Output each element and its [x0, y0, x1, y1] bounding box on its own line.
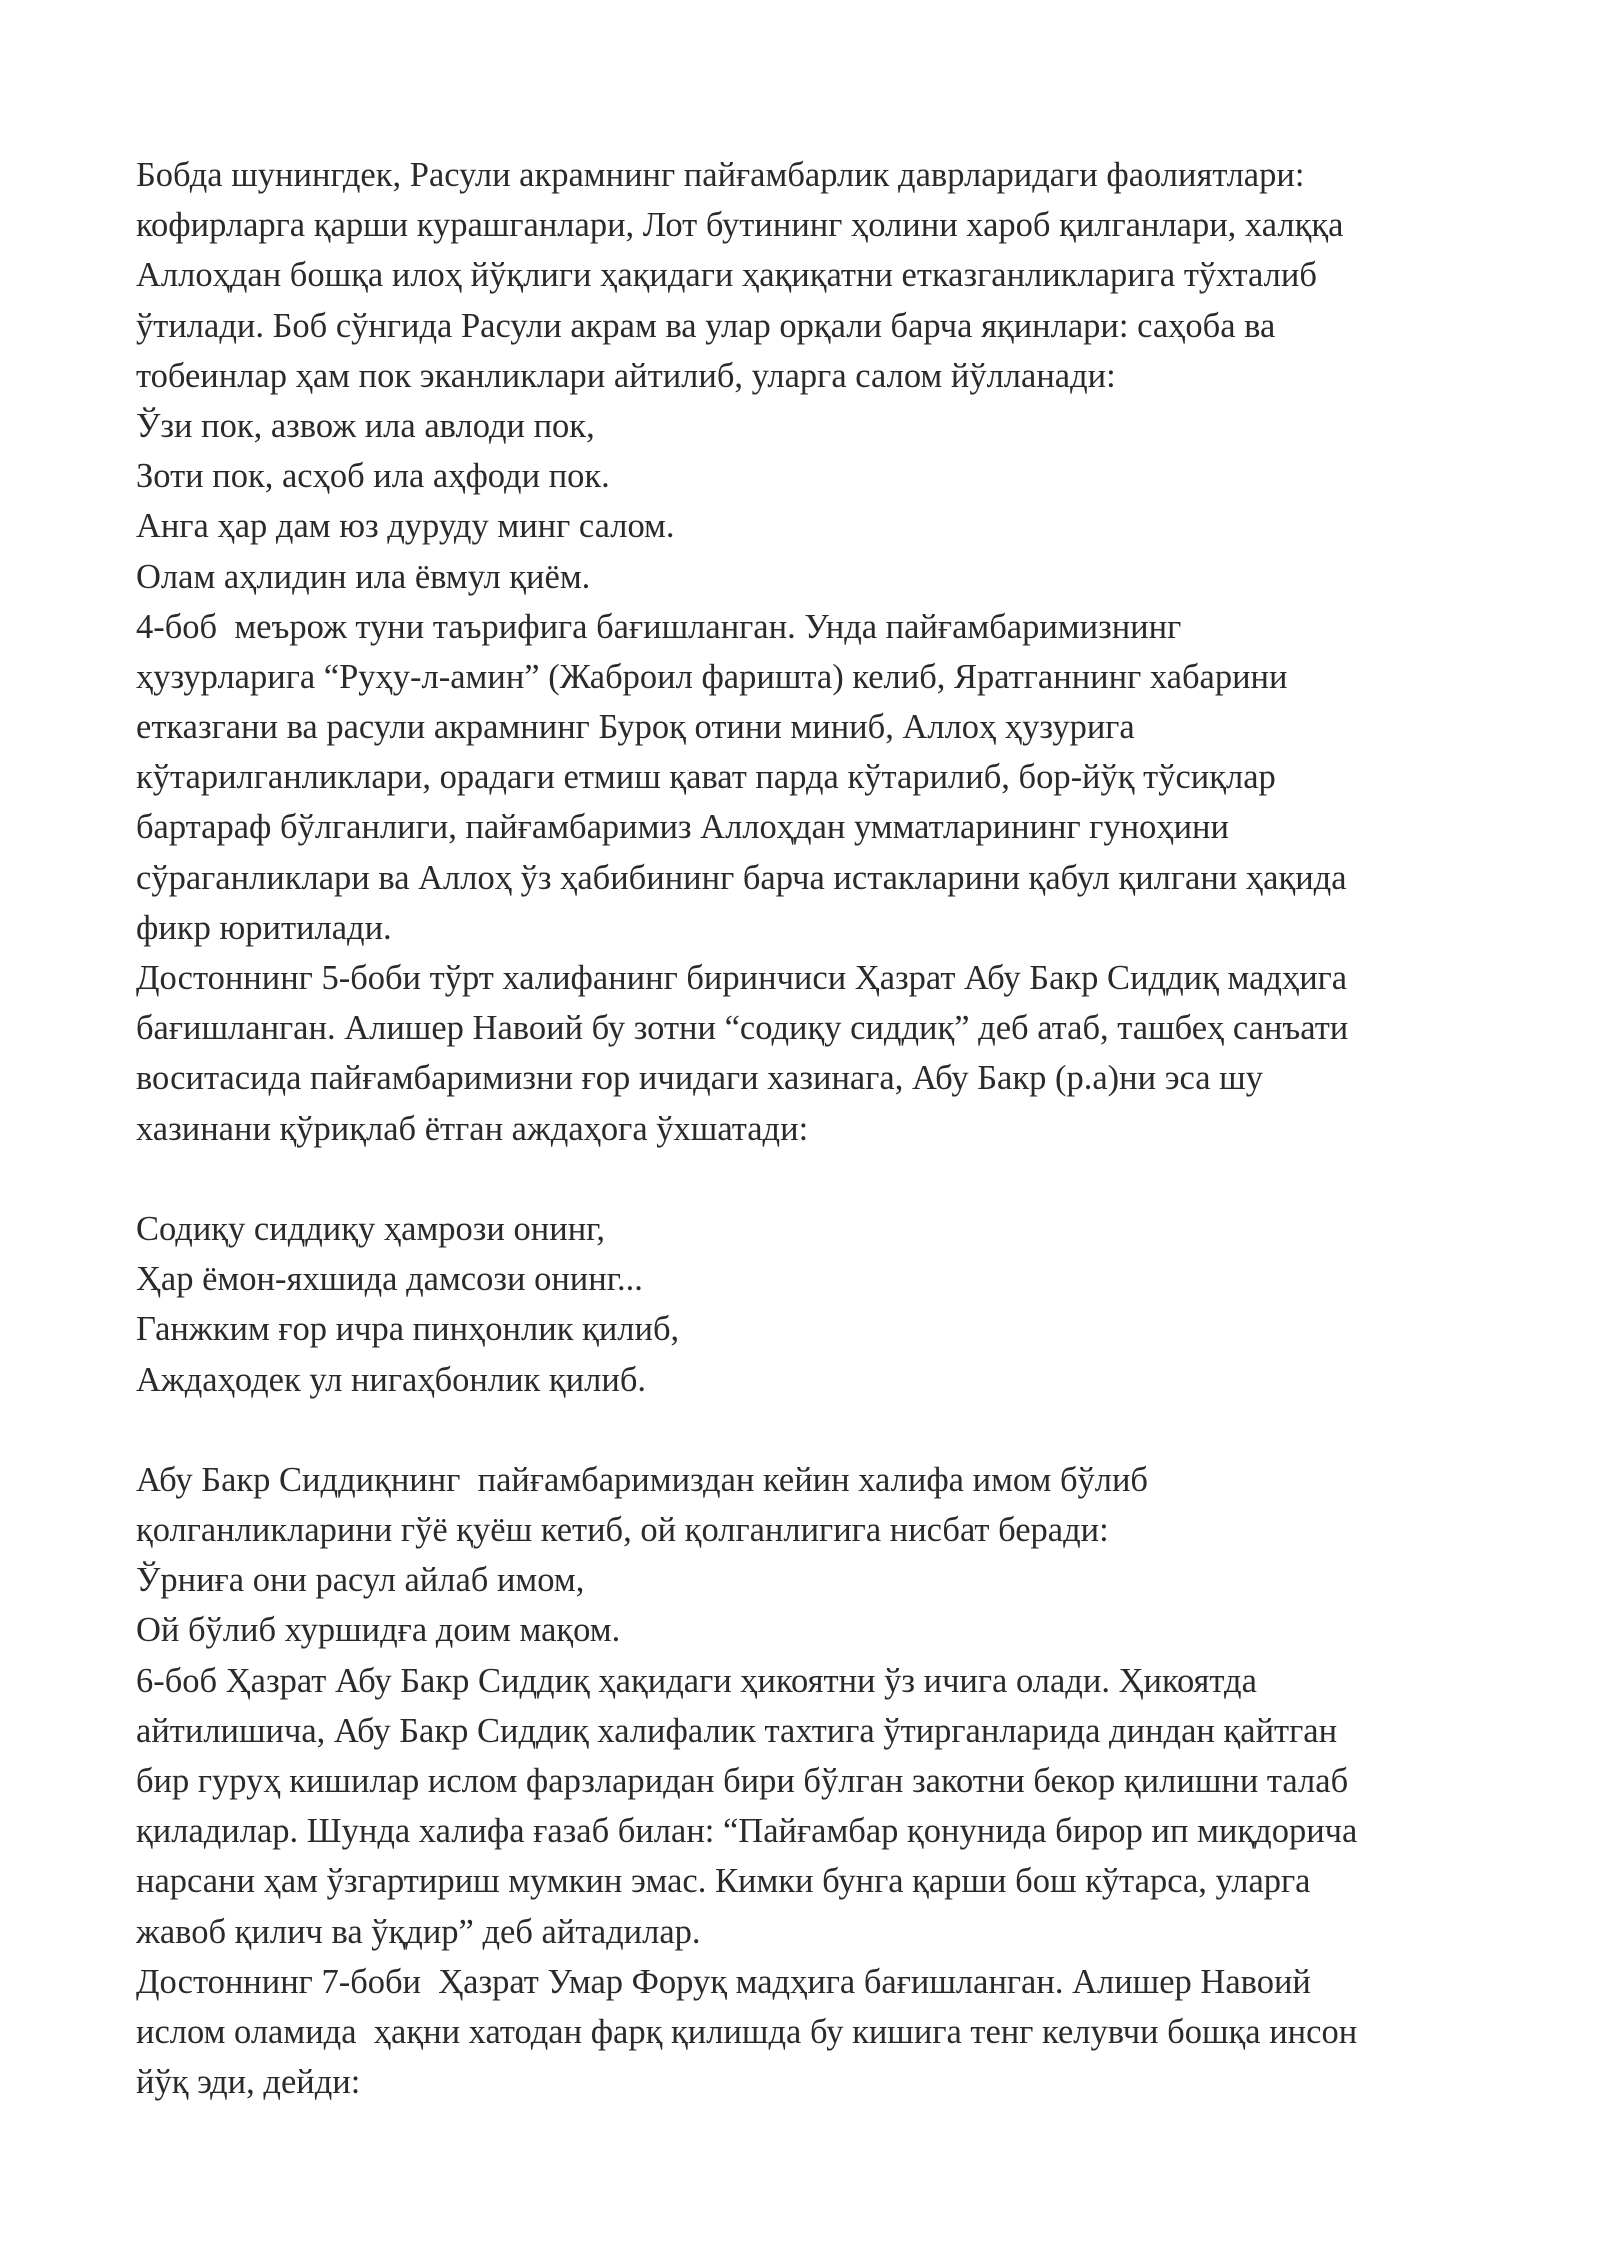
document-body — [136, 150, 1496, 2107]
text-line: фикр юритилади. — [136, 908, 392, 947]
text-line: кофирларга қарши курашганлари, Лот бутининг ҳолини хароб қилганлари, халққа — [136, 206, 1344, 245]
text-line: 6-боб Ҳазрат Абу Бакр Сиддиқ ҳақидаги ҳикоятни ўз ичига олади. Ҳикоятда — [136, 1661, 1257, 1700]
text-line: бағишланган. Алишер Навоий бу зотни “содиқу сиддиқ” деб атаб, ташбеҳ санъати — [136, 1009, 1349, 1048]
text-line: сўраганликлари ва Аллоҳ ўз ҳабибининг барча истакларини қабул қилгани ҳақида — [136, 858, 1347, 897]
text-line: Бобда шунингдек, Расули акрамнинг пайғамбарлик даврларидаги фаолиятлари: — [136, 156, 1305, 194]
text-line: қолганликларини гўё қуёш кетиб, ой қолганлигига нисбат беради: — [136, 1511, 1109, 1550]
text-line: Ўзи пок, азвож ила авлоди пок, — [136, 406, 595, 445]
text-line: бир гуруҳ кишилар ислом фарзларидан бири бўлган закотни бекор қилишни талаб — [136, 1762, 1349, 1800]
text-line: хазинани қўриқлаб ётган аждаҳога ўхшатади: — [136, 1109, 809, 1148]
text-line: Достоннинг 7-боби Ҳазрат Умар Форуқ мадҳига бағишланган. Алишер Навоий — [136, 1962, 1311, 2001]
text-line: айтилишича, Абу Бакр Сиддиқ халифалик тахтига ўтирганларида диндан қайтган — [136, 1711, 1338, 1750]
text-line: ҳузурларига “Руҳу-л-амин” (Жаброил фаришта) келиб, Яратганнинг хабарини — [136, 657, 1288, 696]
text-line: 4-боб меърож туни таърифига бағишланган. Унда пайғамбаримизнинг — [136, 607, 1182, 646]
text-line: Анга ҳар дам юз дуруду минг салом. — [136, 507, 675, 546]
text-line: Аждаҳодек ул нигаҳбонлик қилиб. — [136, 1360, 647, 1399]
text-line: етказгани ва расули акрамнинг Буроқ отини миниб, Аллоҳ ҳузурига — [136, 708, 1135, 747]
text-line: кўтарилганликлари, орадаги етмиш қават парда кўтарилиб, бор-йўқ тўсиқлар — [136, 758, 1276, 797]
text-line: бартараф бўлганлиги, пайғамбаримиз Аллоҳдан умматларининг гуноҳини — [136, 808, 1229, 847]
text-line: ўтилади. Боб сўнгида Расули акрам ва улар орқали барча яқинлари: саҳоба ва — [136, 306, 1276, 345]
text-line: йўқ эди, дейди: — [136, 2063, 361, 2102]
text-line: Содиқу сиддиқу ҳамрози онинг, — [136, 1209, 606, 1248]
text-line: Абу Бакр Сиддиқнинг пайғамбаримиздан кейин халифа имом бўлиб — [136, 1460, 1148, 1499]
text-line: Олам аҳлидин ила ёвмул қиём. — [136, 557, 591, 596]
blank-line — [136, 1154, 1496, 1204]
blank-line — [136, 1405, 1496, 1455]
text-line: Ой бўлиб хуршидға доим мақом. — [136, 1611, 621, 1650]
text-line: Достоннинг 5-боби тўрт халифанинг биринчиси Ҳазрат Абу Бакр Сиддиқ мадҳига — [136, 959, 1348, 997]
text-line: ислом оламида ҳақни хатодан фарқ қилишда бу кишига тенг келувчи бошқа инсон — [136, 2012, 1358, 2051]
text-line: Аллоҳдан бошқа илоҳ йўқлиги ҳақидаги ҳақиқатни етказганликларига тўхталиб — [136, 256, 1317, 295]
text-line: тобеинлар ҳам пок эканликлари айтилиб, уларга салом йўлланади: — [136, 356, 1116, 395]
text-line: Ҳар ёмон-яхшида дамсози онинг... — [136, 1260, 643, 1299]
text-line: қиладилар. Шунда халифа ғазаб билан: “Пайғамбар қонунида бирор ип миқдорича — [136, 1812, 1358, 1851]
text-line: воситасида пайғамбаримизни ғор ичидаги хазинага, Абу Бакр (р.а)ни эса шу — [136, 1059, 1263, 1098]
text-line: Зоти пок, асҳоб ила аҳфоди пок. — [136, 457, 610, 496]
text-line: Ўрниға они расул айлаб имом, — [136, 1561, 585, 1600]
text-line: жавоб қилич ва ўқдир” деб айтадилар. — [136, 1912, 701, 1951]
text-line: Ганжким ғор ичра пинҳонлик қилиб, — [136, 1310, 680, 1349]
text-line: нарсани ҳам ўзгартириш мумкин эмас. Кимки бунга қарши бош кўтарса, уларга — [136, 1862, 1311, 1901]
